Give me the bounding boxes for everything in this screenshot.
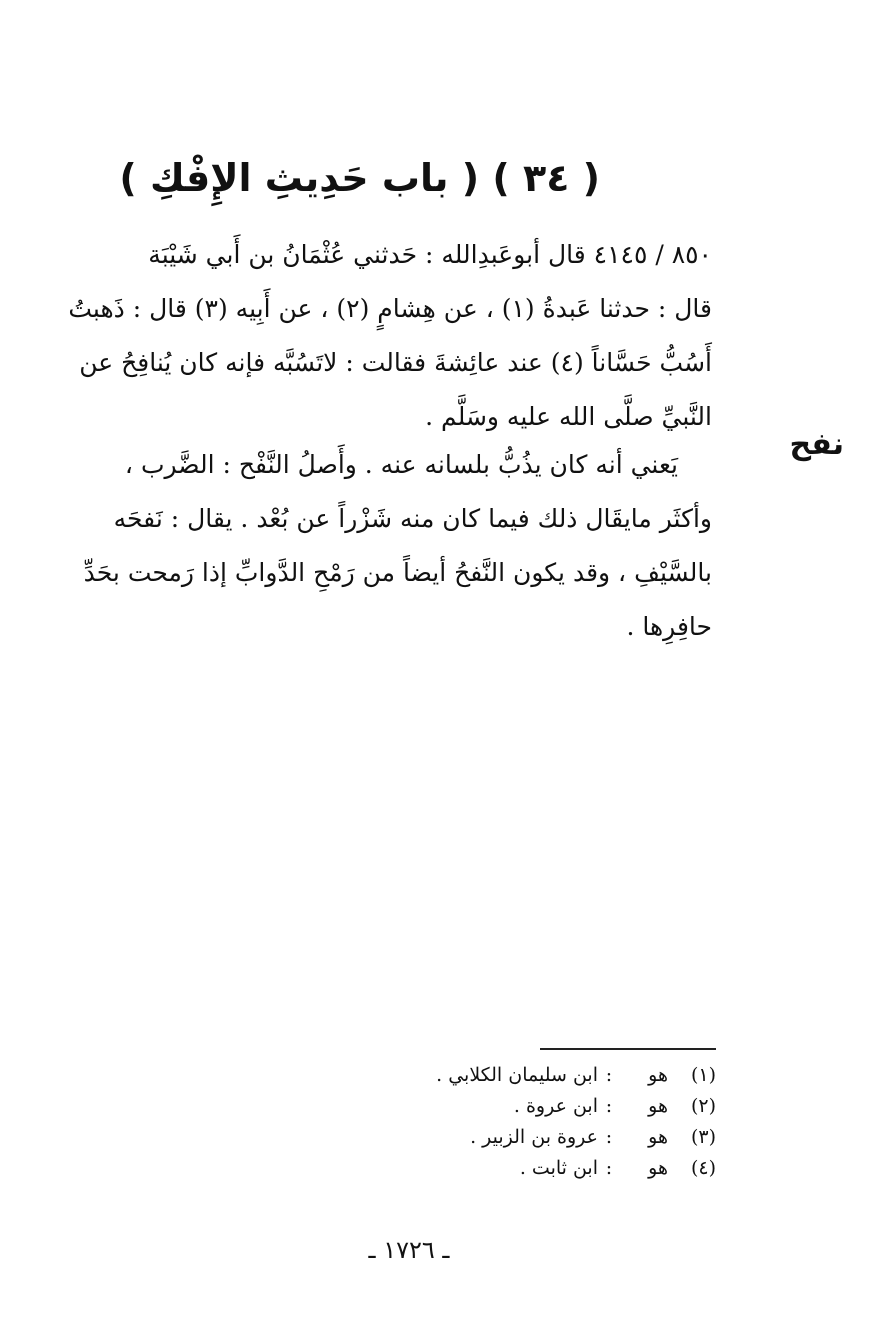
hadith-line: قال : حدثنا عَبدةُ (١) ، عن هِشامٍ (٢) ، عن أَبِيه (٣) قال : ذَهبتُ xyxy=(68,294,712,323)
footnote-separator: : xyxy=(605,1064,613,1086)
hadith-line: النَّبيِّ صلَّى الله عليه وسَلَّم . xyxy=(425,402,712,431)
footnote-number: (٣) xyxy=(690,1126,716,1148)
hadith-line: ٨٥٠ / ٤١٤٥ قال أبوعَبدِالله : حَدثني عُثْمَانُ بن أَبي شَيْبَة xyxy=(148,240,712,269)
page-number: ـ ١٧٢٦ ـ xyxy=(368,1236,450,1264)
footnote-text: ابن عروة . xyxy=(513,1095,598,1117)
commentary-line: حافِرِها . xyxy=(626,612,712,641)
commentary-line: وأكثَر مايقَال ذلك فيما كان منه شَزْراً عن بُعْد . يقال : نَفحَه xyxy=(113,504,712,533)
footnote-separator: : xyxy=(605,1095,613,1117)
footnote-divider xyxy=(540,1048,716,1050)
chapter-title: ( ٣٤ ) ( باب حَدِيثِ الإِفْكِ ) xyxy=(119,156,600,200)
footnote-separator: : xyxy=(605,1157,613,1179)
footnote-text: ابن ثابت . xyxy=(519,1157,598,1179)
footnote-number: (٢) xyxy=(690,1095,716,1117)
commentary-line: بالسَّيْفِ ، وقد يكون النَّفحُ أيضاً من رَمْحِ الدَّوابِّ إذا رَمحت بحَدِّ xyxy=(83,558,712,587)
footnote-number: (٤) xyxy=(690,1157,716,1179)
hadith-line: أَسُبُّ حَسَّاناً (٤) عند عائِشةَ فقالت : لاتَسُبَّه فإنه كان يُنافِحُ عن xyxy=(79,348,712,377)
footnote-item xyxy=(300,1060,716,1091)
commentary-line: يَعني أنه كان يذُبُّ بلسانه عنه . وأَصلُ النَّفْح : الضَّرب ، xyxy=(124,450,678,479)
margin-keyword: نفح xyxy=(789,427,844,462)
footnote-text: عروة بن الزبير . xyxy=(470,1126,598,1148)
footnote-label: هو xyxy=(648,1126,668,1148)
footnote-label: هو xyxy=(648,1064,668,1086)
footnote-item xyxy=(300,1091,716,1122)
footnote-text: ابن سليمان الكلابي . xyxy=(436,1064,598,1086)
footnote-item xyxy=(300,1122,716,1153)
footnote-item xyxy=(300,1153,716,1184)
footnote-label: هو xyxy=(648,1157,668,1179)
commentary-text xyxy=(40,438,712,654)
footnote-label: هو xyxy=(648,1095,668,1117)
footnote-separator: : xyxy=(605,1126,613,1148)
footnote-number: (١) xyxy=(690,1064,716,1086)
footnotes xyxy=(300,1060,716,1184)
hadith-text xyxy=(40,228,712,444)
